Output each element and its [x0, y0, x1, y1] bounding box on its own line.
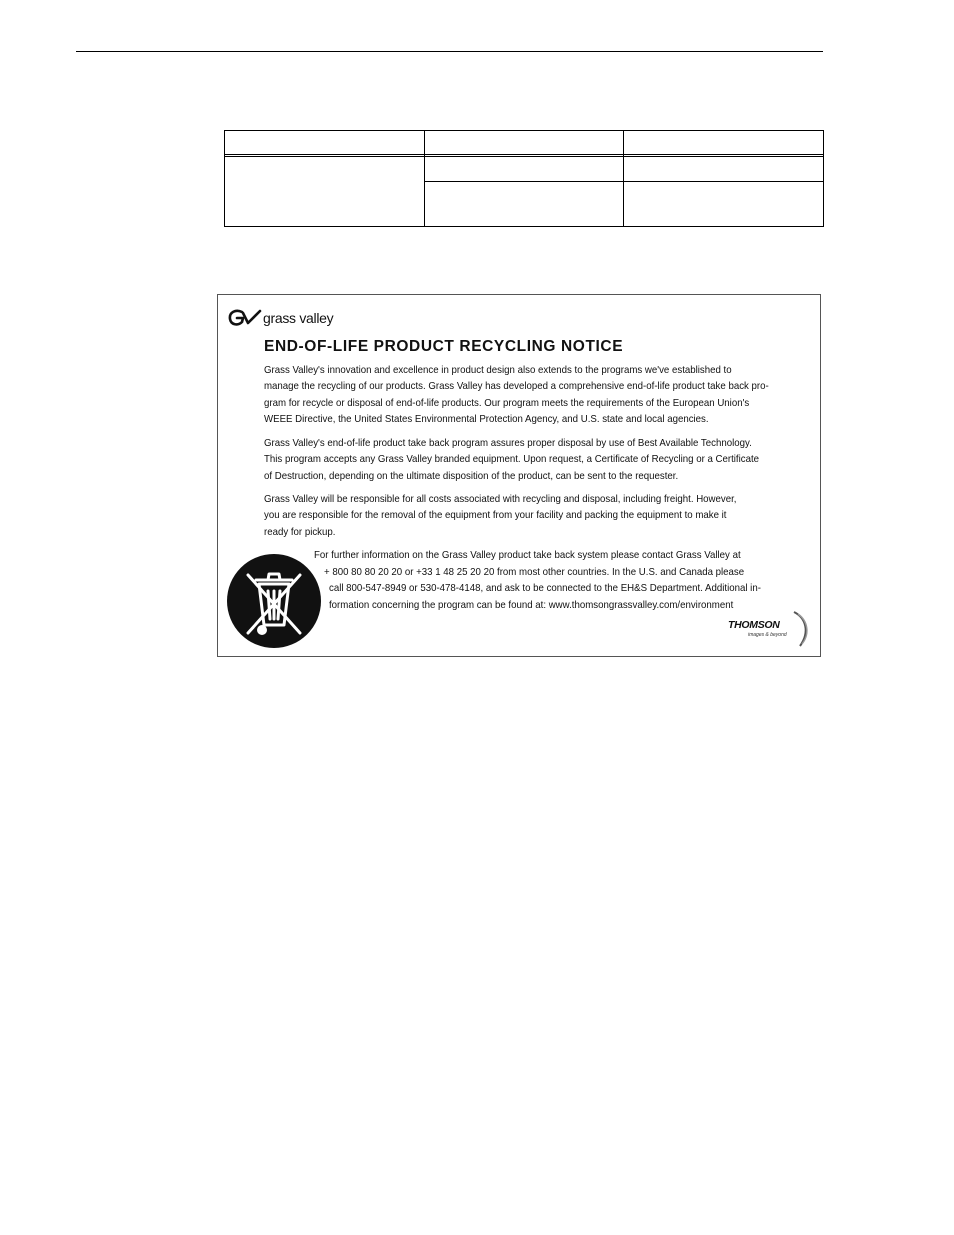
- text-line: ready for pickup.: [264, 526, 336, 538]
- paragraph-costs: [264, 492, 785, 541]
- text-line: For further information on the Grass Valley product take back system please contact Grass Valley at: [314, 550, 741, 561]
- paragraph-take-back-program: [264, 436, 785, 485]
- header-rule: [76, 51, 823, 52]
- table-row-divider: [424, 181, 824, 182]
- thomson-name: THOMSON: [728, 619, 780, 631]
- text-line: This program accepts any Grass Valley branded equipment. Upon request, a Certificate of Recycling or a Certificate: [264, 454, 760, 466]
- table-header-border: [224, 154, 824, 155]
- logo-text: grass valley: [263, 310, 334, 326]
- weee-crossed-bin-icon: [226, 553, 322, 649]
- table-top-border: [224, 130, 824, 131]
- thomson-tagline: images & beyond: [748, 632, 787, 638]
- text-line: call 800-547-8949 or 530-478-4148, and ask to be connected to the EH&S Department. Additional in-: [329, 583, 761, 594]
- table-right-border: [823, 130, 824, 227]
- paragraph-innovation: [264, 363, 785, 428]
- gv-logo-icon: [228, 308, 262, 328]
- empty-table: [224, 130, 824, 227]
- thomson-arc-icon: [786, 610, 814, 648]
- table-left-border: [224, 130, 225, 227]
- text-line: Grass Valley's innovation and excellence in product design also extends to the programs we've established to: [264, 365, 732, 376]
- table-col-divider-2: [623, 130, 624, 227]
- text-line: of Destruction, depending on the ultimate disposition of the product, can be sent to the requester.: [264, 470, 679, 482]
- table-col-divider-1: [424, 130, 425, 227]
- text-line: WEEE Directive, the United States Environmental Protection Agency, and U.S. state and local agencies.: [264, 413, 709, 425]
- text-line: Grass Valley's end-of-life product take back program assures proper disposal by use of Best Available Technology.: [264, 438, 752, 449]
- table-bottom-border: [224, 226, 824, 227]
- text-line: gram for recycle or disposal of end-of-life products. Our program meets the requirements of the European Union's: [264, 397, 750, 409]
- text-line: manage the recycling of our products. Grass Valley has developed a comprehensive end-of-life product take back pro-: [264, 381, 769, 393]
- table-header-border-double: [224, 156, 824, 157]
- notice-title: END-OF-LIFE PRODUCT RECYCLING NOTICE: [264, 338, 624, 355]
- text-line: + 800 80 80 20 20 or +33 1 48 25 20 20 from most other countries. In the U.S. and Canada please: [324, 567, 745, 578]
- thomson-logo: [726, 610, 812, 648]
- text-line: formation concerning the program can be found at: www.thomsongrassvalley.com/environment: [329, 600, 734, 611]
- recycling-notice: [217, 294, 821, 657]
- grass-valley-logo: [228, 306, 333, 330]
- text-line: you are responsible for the removal of the equipment from your facility and packing the equipment to make it: [264, 510, 727, 522]
- text-line: Grass Valley will be responsible for all costs associated with recycling and disposal, including freight. However,: [264, 494, 737, 505]
